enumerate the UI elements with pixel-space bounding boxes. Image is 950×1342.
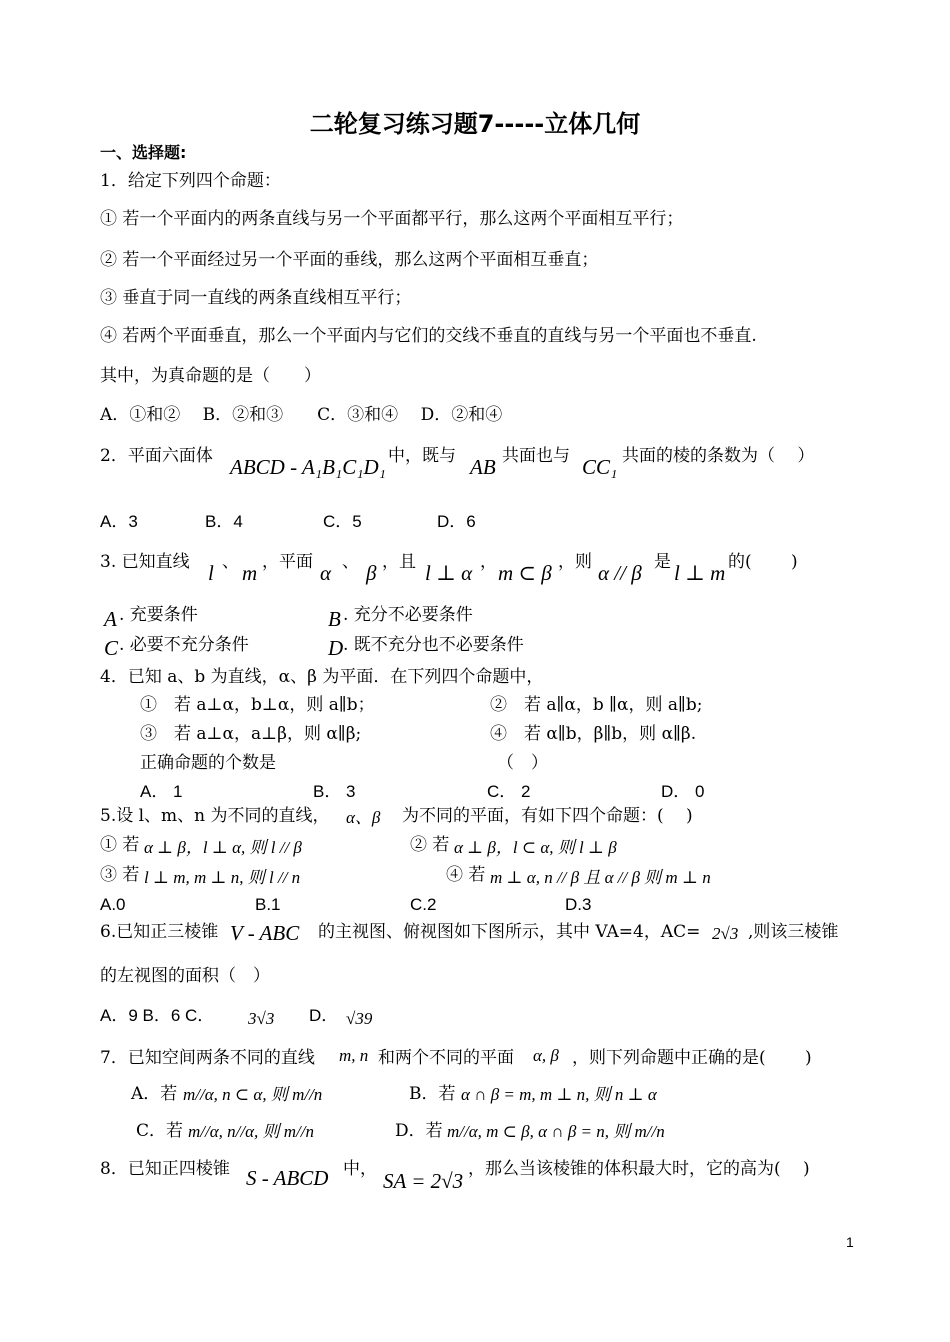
q5-math-planes: α、β: [346, 808, 381, 827]
q1-proposition-3: ③ 垂直于同一直线的两条直线相互平行；: [100, 288, 412, 308]
q5-option-a: A.0: [100, 895, 126, 914]
q7-option-d-label: D．若: [395, 1121, 443, 1141]
q1-stem: 1．给定下列四个命题：: [100, 171, 281, 191]
q2-mid-1: 中，既与: [388, 446, 456, 466]
q8-mid: 中，: [343, 1159, 377, 1179]
q7-option-b-label: B．若: [409, 1084, 456, 1104]
q2-suffix: 共面的棱的条数为（ ）: [622, 446, 815, 466]
q2-math-ab: AB: [470, 455, 496, 479]
q3-sep-2: 、: [342, 552, 359, 572]
q3-option-a-letter: A: [104, 607, 117, 631]
q3-comma: ，: [480, 552, 497, 572]
q3-option-d-letter: D: [328, 636, 344, 660]
q8-prefix: 8．已知正四棱锥: [100, 1159, 230, 1179]
q1-proposition-2: ② 若一个平面经过另一个平面的垂线，那么这两个平面相互垂直；: [100, 250, 599, 270]
q6-math-pyramid: V - ABC: [230, 921, 300, 945]
q4-count-text: 正确命题的个数是: [140, 753, 276, 773]
q6-math-ac: 2√3: [712, 924, 739, 943]
q3-option-d-text: . 既不充分也不必要条件: [343, 635, 524, 655]
q3-math-l-perp-m: l ⊥ m: [674, 561, 726, 585]
q4-option-c: C． 2: [487, 782, 531, 801]
q1-proposition-4: ④ 若两个平面垂直，那么一个平面内与它们的交线不垂直的直线与另一个平面也不垂直.: [100, 326, 757, 346]
q7-option-c-math: m//α, n//α, 则 m//n: [188, 1122, 314, 1141]
q3-text-and: ，且: [382, 552, 416, 572]
q7-mid: 和两个不同的平面: [378, 1048, 514, 1068]
q2-math-solid: ABCD - A₁B₁C₁D₁: [230, 455, 386, 479]
q7-option-c-label: C．若: [136, 1121, 184, 1141]
q7-option-a-label: A．若: [131, 1084, 178, 1104]
q6-suffix: ,则该三棱锥: [748, 922, 839, 942]
q3-option-b-text: . 充分不必要条件: [343, 605, 473, 625]
q3-text-then: ，则: [558, 552, 592, 572]
q3-sep-1: 、: [222, 552, 239, 572]
q4-item-3: ③ 若 a⊥α，a⊥β，则 α∥β;: [140, 724, 362, 744]
q5-claim-4-math: m ⊥ α, n // β 且 α // β 则 m ⊥ n: [490, 868, 711, 887]
q5-claim-1-math: α ⊥ β，l ⊥ α, 则 l // β: [144, 838, 302, 857]
q4-item-1: ① 若 a⊥α，b⊥α，则 a∥b；: [140, 695, 375, 715]
q3-math-m: m: [242, 561, 258, 585]
q6-option-c-math: 3√3: [248, 1009, 275, 1028]
q4-option-a: A． 1: [140, 782, 183, 801]
q2-math-cc1: CC₁: [582, 455, 618, 479]
page-title: 二轮复习练习题7-----立体几何: [309, 110, 641, 138]
q7-suffix: ，则下列命题中正确的是( ): [572, 1048, 812, 1068]
q2-mid-2: 共面也与: [502, 446, 570, 466]
q6-option-d: D．: [309, 1006, 339, 1025]
q8-suffix: ，那么当该棱锥的体积最大时，它的高为( ): [468, 1159, 810, 1179]
q7-prefix: 7．已知空间两条不同的直线: [100, 1048, 315, 1068]
q2-prefix: 2．平面六面体: [100, 446, 213, 466]
q2-option-b: B．4: [205, 512, 243, 531]
q3-option-b-letter: B: [328, 607, 341, 631]
q3-option-a-text: . 充要条件: [119, 605, 198, 625]
q4-item-2: ② 若 a∥α，b ∥α，则 a∥b;: [490, 695, 703, 715]
q6-mid: 的主视图、俯视图如下图所示，其中 VA=4，AC=: [318, 922, 701, 942]
q3-math-alpha: α: [320, 561, 332, 585]
q1-ask: 其中，为真命题的是（ ）: [100, 366, 321, 386]
q7-math-lines: m, n: [339, 1046, 369, 1065]
q5-claim-2-label: ② 若: [410, 835, 450, 855]
q7-option-d-math: m//α, m ⊂ β, α ∩ β = n, 则 m//n: [447, 1122, 665, 1141]
q5-claim-2-math: α ⊥ β，l ⊂ α, 则 l ⊥ β: [454, 838, 617, 857]
q1-proposition-1: ① 若一个平面内的两条直线与另一个平面都平行，那么这两个平面相互平行；: [100, 209, 684, 229]
q4-option-d: D． 0: [661, 782, 705, 801]
q3-option-c-letter: C: [104, 636, 119, 660]
q2-option-c: C．5: [323, 512, 362, 531]
q8-math-sa: SA = 2√3: [383, 1169, 464, 1193]
q3-option-c-text: . 必要不充分条件: [119, 635, 249, 655]
q3-suffix: 的( ): [728, 552, 798, 572]
q6-option-d-math: √39: [346, 1009, 373, 1028]
q4-option-b: B． 3: [313, 782, 356, 801]
q5-option-d: D.3: [565, 895, 592, 914]
q2-option-a: A．3: [100, 512, 138, 531]
q4-item-4: ④ 若 α∥b，β∥b，则 α∥β.: [490, 724, 697, 744]
q4-paren: （ ）: [497, 753, 548, 773]
q3-math-alpha-par-beta: α // β: [598, 561, 642, 585]
q5-option-c: C.2: [410, 895, 437, 914]
q6-options-abc: A．9 B．6 C．: [100, 1006, 215, 1025]
q8-math-pyramid: S - ABCD: [246, 1166, 329, 1190]
q3-text-is: 是: [654, 552, 671, 572]
q5-option-b: B.1: [255, 895, 281, 914]
q1-options: A．①和② B．②和③ C．③和④ D．②和④: [100, 405, 503, 425]
q3-text-plane: ，平面: [262, 552, 313, 572]
q3-math-beta: β: [366, 561, 377, 585]
q5-prefix: 5.设 l、m、n 为不同的直线，: [100, 806, 330, 826]
q3-math-l: l: [208, 561, 214, 585]
q6-prefix: 6.已知正三棱锥: [100, 922, 219, 942]
q5-claim-3-label: ③ 若: [100, 865, 140, 885]
q4-stem: 4．已知 a、b 为直线，α、β 为平面．在下列四个命题中，: [100, 667, 544, 687]
q2-option-d: D．6: [437, 512, 476, 531]
q7-math-planes: α, β: [533, 1046, 559, 1065]
q3-math-m-sub-beta: m ⊂ β: [498, 561, 552, 585]
q7-option-b-math: α ∩ β = m, m ⊥ n, 则 n ⊥ α: [461, 1085, 657, 1104]
q3-math-l-perp-alpha: l ⊥ α: [425, 561, 473, 585]
q5-suffix: 为不同的平面，有如下四个命题：( ): [402, 806, 693, 826]
q5-claim-3-math: l ⊥ m, m ⊥ n, 则 l // n: [144, 868, 301, 887]
q5-claim-4-label: ④ 若: [446, 865, 486, 885]
q5-claim-1-label: ① 若: [100, 835, 140, 855]
section-heading: 一、选择题:: [100, 143, 187, 162]
q3-prefix: 3. 已知直线: [100, 552, 190, 572]
q6-line-2: 的左视图的面积（ ）: [100, 966, 270, 986]
q7-option-a-math: m//α, n ⊂ α, 则 m//n: [183, 1085, 323, 1104]
page-number: 1: [846, 1234, 854, 1250]
